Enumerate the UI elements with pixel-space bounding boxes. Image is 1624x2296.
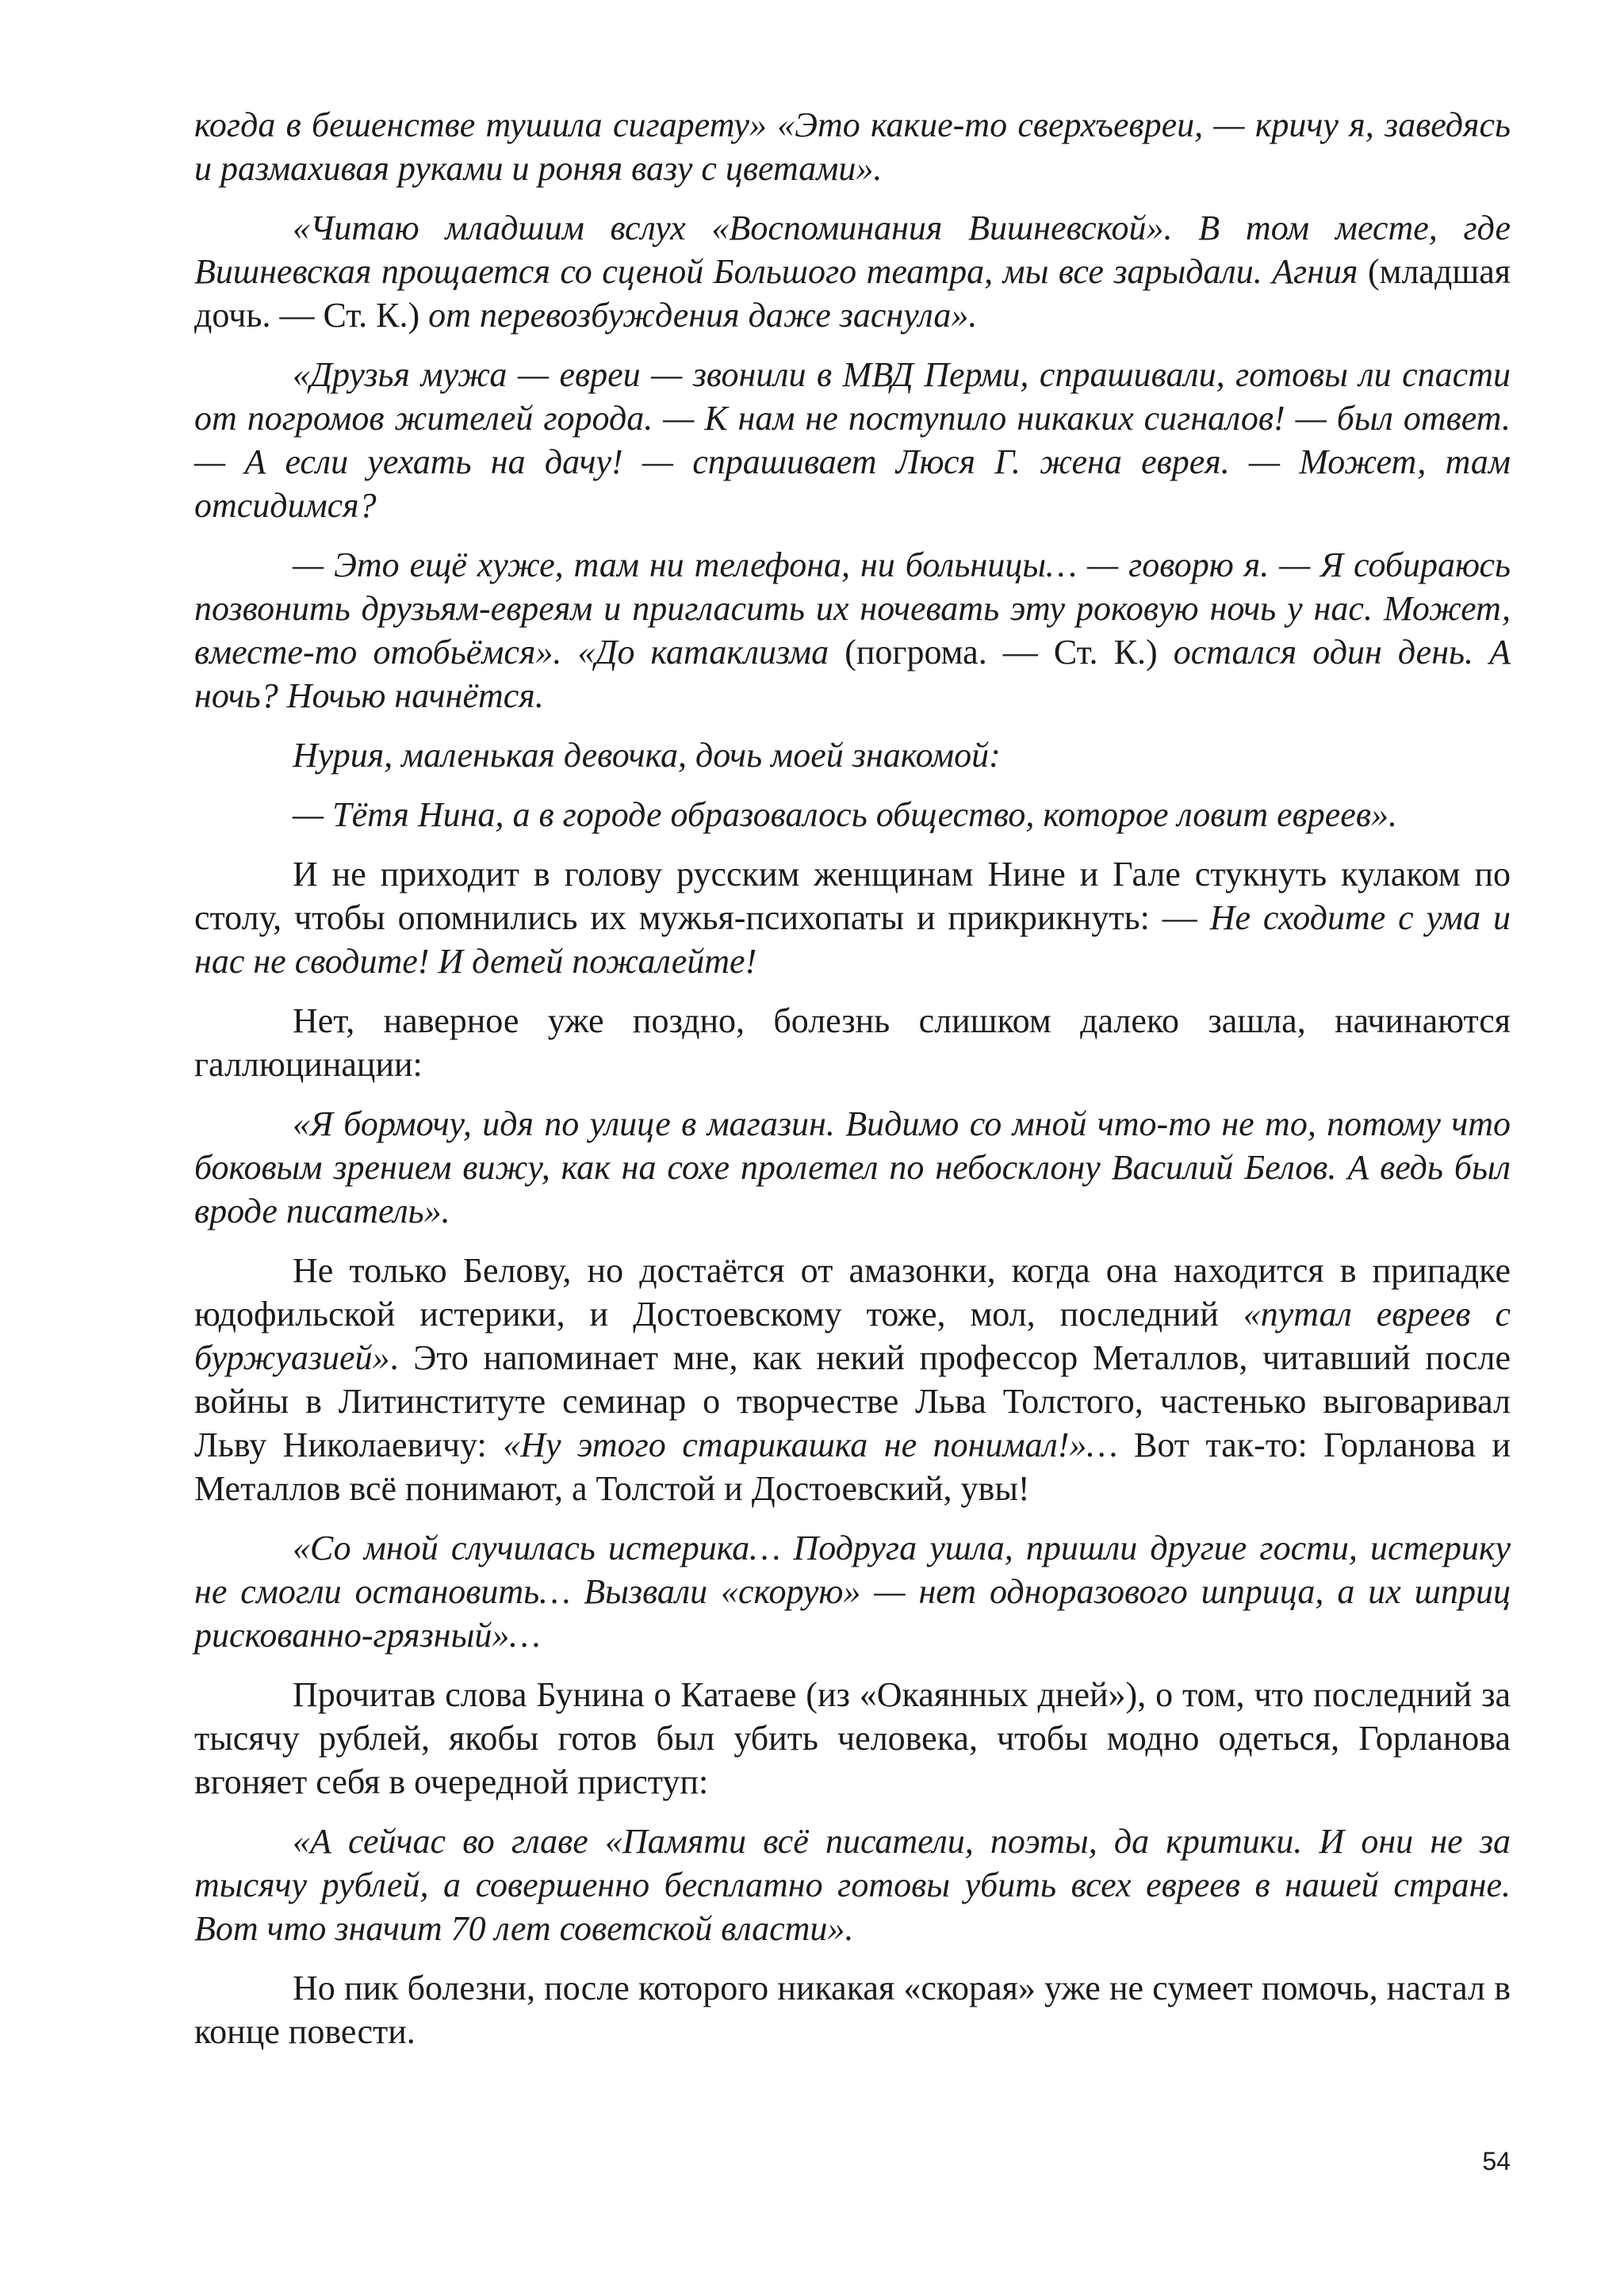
text: Нет, наверное уже поздно, болезнь слишком далеко зашла, начинаются галлюцинации:	[194, 1001, 1511, 1084]
paragraph	[194, 1966, 1511, 2053]
text: (младшая дочь. — Ст. К.)	[194, 252, 1511, 335]
italic-text: «Я бормочу, идя по улице в магазин. Видимо со мной что-то не то, потому что боковым зрением вижу, как на сохе пролетел по небосклону Василий Белов. А ведь был вроде писатель».	[194, 1104, 1511, 1230]
paragraph	[194, 733, 1511, 777]
paragraph	[194, 206, 1511, 337]
text: Прочитав слова Бунина о Катаеве (из «Окаянных дней»), о том, что последний за тысячу рублей, якобы готов был убить человека, чтобы модно одеться, Горланова вгоняет себя в очередной приступ:	[194, 1675, 1511, 1801]
paragraph	[194, 1249, 1511, 1510]
paragraph	[194, 793, 1511, 836]
italic-text: Нурия, маленькая девочка, дочь моей знакомой:	[293, 736, 1001, 775]
paragraph	[194, 543, 1511, 718]
text: . Это напоминает мне, как некий профессор Металлов, читавший после войны в Литинституте семинар о творчестве Льва Толстого, частенько выговаривал Льву Николаевичу:	[194, 1338, 1511, 1464]
italic-text: остался один день. А ночь? Ночью начнётся.	[194, 633, 1511, 715]
italic-text: «Ну этого старикашка не понимал!»…	[503, 1425, 1118, 1464]
italic-text: когда в бешенстве тушила сигарету» «Это какие-то сверхъевреи, — кричу я, заведясь и размахивая руками и роняя вазу с цветами».	[194, 105, 1511, 188]
text: Вот так-то: Горланова и Металлов всё понимают, а Толстой и Достоевский, увы!	[194, 1425, 1511, 1508]
italic-text: — Тётя Нина, а в городе образовалось общество, которое ловит евреев».	[293, 795, 1397, 834]
italic-text: «А сейчас во главе «Памяти всё писатели, поэты, да критики. И они не за тысячу рублей, а совершенно бесплатно готовы убить всех евреев в нашей стране. Вот что значит 70 лет советской власти».	[194, 1822, 1511, 1948]
italic-text: Не сходите с ума и нас не сводите! И детей пожалейте!	[194, 898, 1511, 981]
paragraph	[194, 999, 1511, 1086]
italic-text: «Друзья мужа — евреи — звонили в МВД Перми, спрашивали, готовы ли спасти от погромов жителей города. — К нам не поступило никаких сигналов! — был ответ. — А если уехать на дачу! — спрашивает Люся Г. жена еврея. — Может, там отсидимся?	[194, 355, 1511, 525]
paragraph	[194, 103, 1511, 190]
text: (погрома. — Ст. К.)	[845, 633, 1174, 672]
paragraph	[194, 1102, 1511, 1233]
italic-text: «Со мной случилась истерика… Подруга ушла, пришли другие гости, истерику не смогли остановить… Вызвали «скорую» — нет одноразового шприца, а их шприц рискованно-грязный»…	[194, 1529, 1511, 1655]
italic-text: — Это ещё хуже, там ни телефона, ни больницы… — говорю я. — Я собираюсь позвонить друзьям-евреям и пригласить их ночевать эту роковую ночь у нас. Может, вместе-то отобьёмся». «До катаклизма	[194, 545, 1511, 672]
paragraph	[194, 1673, 1511, 1804]
italic-text: от перевозбуждения даже заснула».	[428, 296, 978, 335]
page-body	[194, 103, 1511, 2069]
paragraph	[194, 353, 1511, 527]
text: И не приходит в голову русским женщинам Нине и Гале стукнуть кулаком по столу, чтобы опомнились их мужья-психопаты и прикрикнуть: —	[194, 855, 1511, 937]
paragraph	[194, 1526, 1511, 1657]
paragraph	[194, 1820, 1511, 1950]
paragraph	[194, 852, 1511, 983]
italic-text: «Читаю младшим вслух «Воспоминания Вишневской». В том месте, где Вишневская прощается со сценой Большого театра, мы все зарыдали. Агния	[194, 209, 1511, 291]
text: Но пик болезни, после которого никакая «скорая» уже не сумеет помочь, настал в конце повести.	[194, 1969, 1511, 2051]
text: Не только Белову, но достаётся от амазонки, когда она находится в припадке юдофильской истерики, и Достоевскому тоже, мол, последний	[194, 1251, 1511, 1334]
page-number: 54	[1482, 2147, 1511, 2175]
italic-text: «путал евреев с буржуазией»	[194, 1295, 1511, 1377]
